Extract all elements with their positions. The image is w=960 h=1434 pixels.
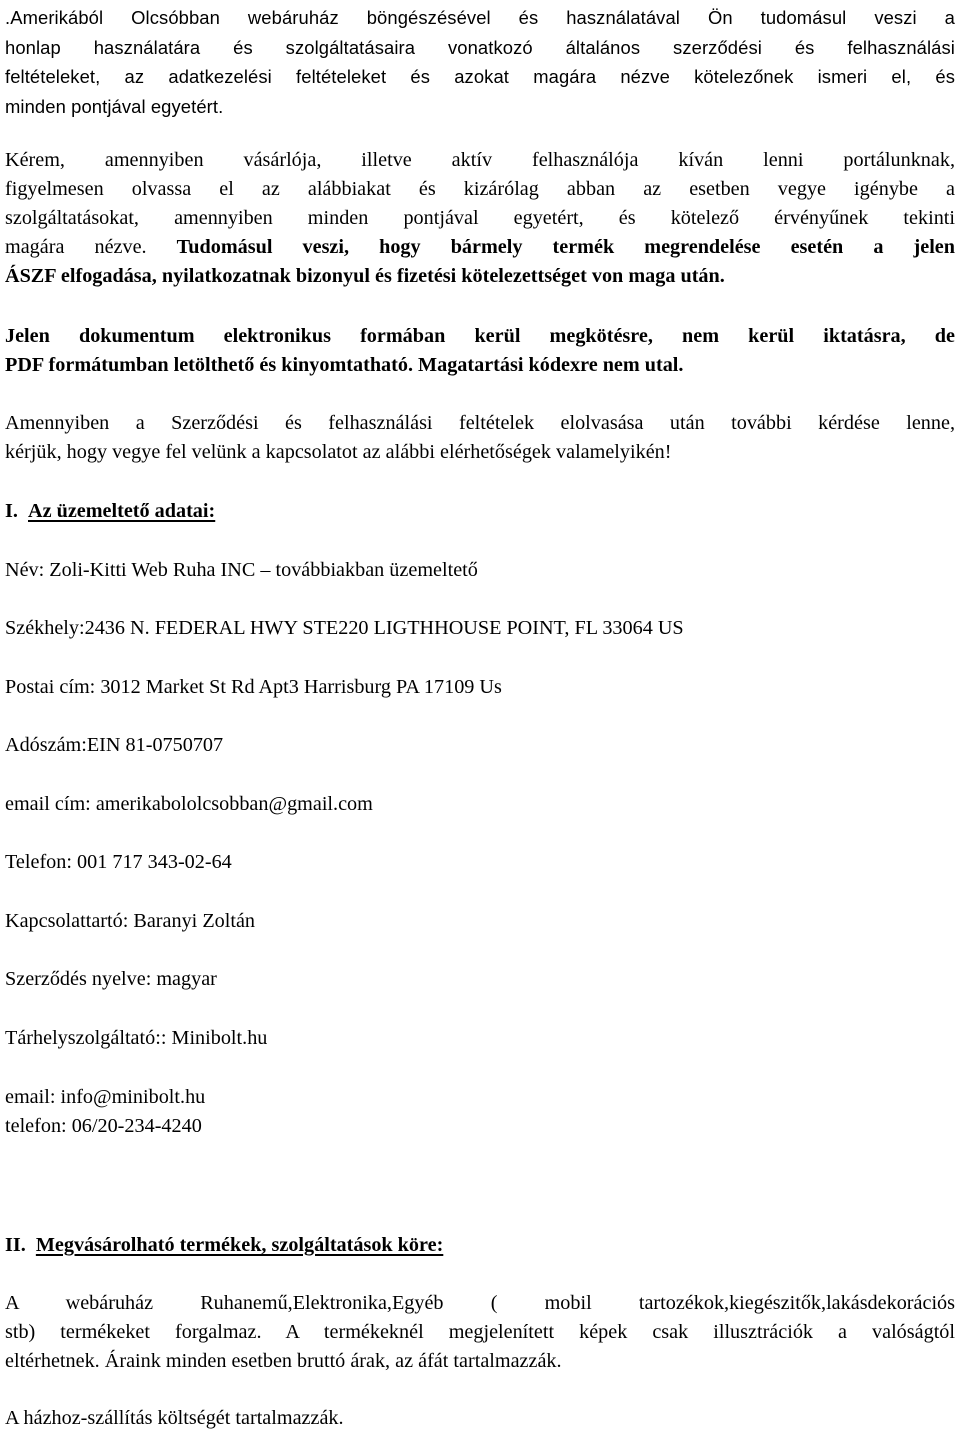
operator-phone: Telefon: 001 717 343-02-64 [5, 851, 232, 873]
request-line: Kérem, amennyiben vásárlója, illetve aktív felhasználója kíván lenni portálunknak, [5, 149, 955, 171]
intro-line: .Amerikából Olcsóbban webáruház böngészésével és használatával Ön tudomásul veszi a [5, 7, 955, 28]
request-paragraph [5, 146, 955, 291]
contact-note-line: kérjük, hogy vegye fel velünk a kapcsolatot az alábbi elérhetőségek valamelyikén! [5, 441, 672, 463]
request-text: magára nézve. [5, 236, 147, 258]
request-bold-line: ÁSZF elfogadása, nyilatkozatnak bizonyul és fizetési kötelezettséget von maga után. [5, 265, 725, 287]
document-info-line: PDF formátumban letölthető és kinyomtatható. Magatartási kódexre nem utal. [5, 354, 684, 376]
section-1-number: I. [5, 500, 18, 522]
contact-note-paragraph [5, 409, 955, 467]
intro-line: feltételeket, az adatkezelési feltételeket és azokat magára nézve kötelezőnek ismeri el, és [5, 66, 955, 87]
document-info-paragraph [5, 322, 955, 380]
request-line: szolgáltatásokat, amennyiben minden pontjával egyetért, és kötelező érvényűnek tekinti [5, 207, 955, 229]
request-line-mixed [5, 233, 955, 262]
operator-name: Név: Zoli-Kitti Web Ruha INC – továbbiakban üzemeltető [5, 559, 478, 581]
intro-line: honlap használatára és szolgáltatásaira vonatkozó általános szerződési és felhasználási [5, 36, 955, 58]
section-2-number: II. [5, 1234, 26, 1256]
document-info-line: Jelen dokumentum elektronikus formában kerül megkötésre, nem kerül iktatásra, de [5, 325, 955, 347]
intro-paragraph [5, 3, 955, 121]
hosting-email: email: info@minibolt.hu [5, 1086, 206, 1108]
request-bold-text: Tudomásul veszi, hogy bármely termék megrendelése esetén a jelen [176, 236, 955, 258]
operator-seat: Székhely:2436 N. FEDERAL HWY STE220 LIGTHHOUSE POINT, FL 33064 US [5, 617, 684, 639]
products-line: A webáruház Ruhanemű,Elektronika,Egyéb ( mobil tartozékok,kiegészitők,lakásdekorációs [5, 1292, 955, 1314]
operator-email: email cím: amerikabololcsobban@gmail.com [5, 793, 373, 815]
contract-language: Szerződés nyelve: magyar [5, 968, 217, 990]
section-2-title: Megvásárolható termékek, szolgáltatások köre: [35, 1234, 444, 1256]
intro-line: minden pontjával egyetért. [5, 95, 224, 117]
operator-postal-address: Postai cím: 3012 Market St Rd Apt3 Harrisburg PA 17109 Us [5, 676, 502, 698]
section-1-heading [5, 497, 955, 526]
request-line: figyelmesen olvassa el az alábbiakat és kizárólag abban az esetben vegye igénybe a [5, 178, 955, 200]
contact-note-line: Amennyiben a Szerződési és felhasználási feltételek elolvasása után további kérdése lenne, [5, 412, 955, 434]
products-paragraph [5, 1289, 955, 1376]
shipping-note: A házhoz-szállítás költségét tartalmazzák. [5, 1407, 344, 1429]
products-line: stb) termékeket forgalmaz. A termékeknél megjelenített képek csak illusztrációk a valóságtól [5, 1321, 955, 1343]
products-line: eltérhetnek. Áraink minden esetben bruttó árak, az áfát tartalmazzák. [5, 1350, 562, 1372]
hosting-phone: telefon: 06/20-234-4240 [5, 1115, 202, 1137]
section-2-heading [5, 1231, 955, 1260]
hosting-provider: Tárhelyszolgáltató:: Minibolt.hu [5, 1027, 268, 1049]
section-1-title: Az üzemeltető adatai: [28, 500, 216, 522]
operator-tax-number: Adószám:EIN 81-0750707 [5, 734, 224, 756]
operator-contact-person: Kapcsolattartó: Baranyi Zoltán [5, 910, 256, 932]
